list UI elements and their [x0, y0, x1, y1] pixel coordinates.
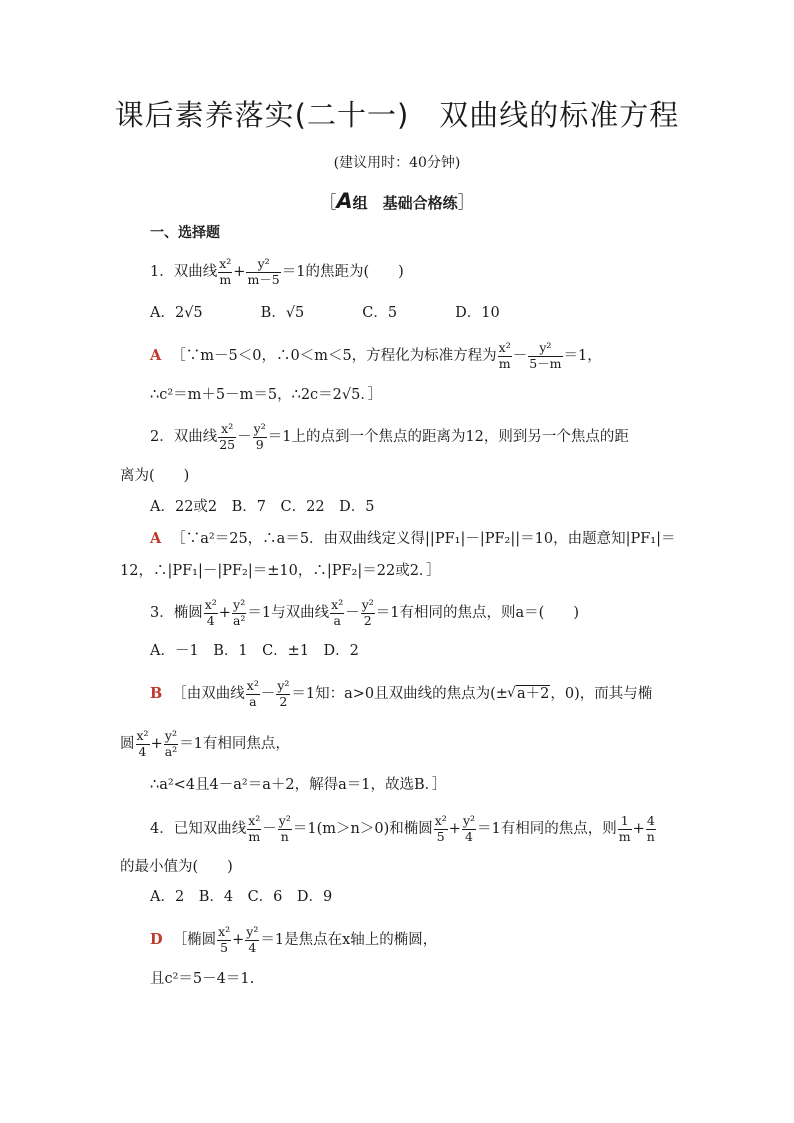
square-root: √ a＋2 [508, 683, 550, 705]
fraction: $\frac{\text{y²}}{5-m}$ [529, 340, 562, 371]
fraction: $\frac{\text{x²}}{5}$ [434, 813, 447, 844]
question-3-solution-cont: 圆 $\frac{\text{x²}}{4}$ + $\frac{\text{y²}}{\text{a²}}$ ＝1有相同焦点， [120, 728, 290, 759]
fraction: $\frac{\text{y²}}{m-5}$ [247, 256, 280, 287]
answer-letter: A [150, 530, 162, 547]
group-open-bracket: ［ [319, 193, 337, 213]
fraction: $\frac{\text{y²}}{9}$ [253, 421, 266, 452]
group-letter: A [336, 189, 353, 213]
section-heading: 一、选择题 [150, 225, 220, 241]
group-heading [0, 188, 794, 213]
fraction: $\frac{\text{x²}}{m}$ [498, 340, 511, 371]
question-1-solution-cont: ∴c²＝m＋5－m＝5，∴2c＝2√5．］ [150, 387, 383, 403]
fraction: $\frac{\text{x²}}{m}$ [219, 256, 232, 287]
fraction: $\frac{\text{x²}}{4}$ [204, 597, 217, 628]
fraction: $\frac{\text{y²}}{\text{a²}}$ [164, 728, 178, 759]
group-name: 组 基础合格练 [352, 194, 458, 212]
question-3-solution-end: ∴a²<4且4－a²＝a＋2，解得a＝1，故选B．］ [150, 777, 447, 793]
suggested-time: (建议用时：40分钟) [333, 155, 461, 171]
fraction: $\frac{\text{y²}}{2}$ [277, 678, 290, 709]
answer-letter: A [150, 347, 162, 364]
fraction: $\frac{\text{x²}}{a}$ [246, 678, 259, 709]
fraction: $\frac{\text{y²}}{4}$ [462, 813, 476, 844]
question-3-solution: B ［由双曲线 $\frac{\text{x²}}{a}$ － $\frac{\text{y²}}{2}$ ＝1知：a>0且双曲线的焦点为(±√ a＋2，0)，而其与椭 [150, 680, 652, 708]
question-2-solution-cont: 12，∴|PF₁|－|PF₂|＝±10，∴|PF₂|＝22或2．］ [120, 563, 441, 579]
question-2-stem: 2．双曲线 $\frac{\text{x²}}{25}$ － $\frac{\text{y²}}{9}$ ＝1上的点到一个焦点的距离为12，则到另一个焦点的距 [150, 421, 629, 452]
answer-letter: D [150, 931, 163, 948]
fraction: $\frac{\text{y²}}{2}$ [361, 597, 374, 628]
fraction: $\frac{\text{x²}}{4}$ [136, 728, 149, 759]
fraction: $\frac{\text{x²}}{a}$ [331, 597, 344, 628]
group-close-bracket: ］ [457, 193, 475, 213]
fraction: $\frac{\text{y²}}{n}$ [278, 813, 291, 844]
fraction: $\frac{\text{x²}}{m}$ [248, 813, 261, 844]
question-2-options: A．22或2 B．7 C．22 D．5 [150, 499, 375, 515]
fraction: $\frac{\text{y²}}{\text{a²}}$ [232, 597, 246, 628]
question-2-stem-cont: 离为( ) [120, 468, 190, 484]
question-3-stem: 3．椭圆 $\frac{\text{x²}}{4}$ + $\frac{\text{y²}}{\text{a²}}$ ＝1与双曲线 $\frac{\text{x²}}{a}$ － $\frac{\text{y²}}{2}$ ＝1有相同的焦点，则a＝( ) [150, 597, 579, 628]
fraction: $\frac{\text{x²}}{25}$ [219, 421, 236, 452]
answer-letter: B [150, 685, 163, 702]
fraction: $\frac{4}{n}$ [646, 813, 655, 844]
question-1-options: A．2√5 B．√5 C．5 D．10 [150, 305, 500, 321]
question-2-solution: A ［∵a²＝25，∴a＝5．由双曲线定义得||PF₁|－|PF₂||＝10，由题意知|PF₁|＝ [150, 530, 676, 547]
question-1-solution: A ［∵m－5＜0，∴0＜m＜5，方程化为标准方程为 $\frac{\text{x²}}{m}$ － $\frac{\text{y²}}{5-m}$ ＝1， [150, 340, 602, 371]
question-1-stem: 1．双曲线 $\frac{\text{x²}}{m}$ + $\frac{\text{y²}}{m-5}$ ＝1的焦距为( ) [150, 256, 404, 287]
question-4-solution-cont: 且c²＝5－4＝1. [150, 971, 255, 987]
fraction: $\frac{\text{y²}}{4}$ [246, 924, 259, 955]
fraction: $\frac{\text{x²}}{5}$ [218, 924, 231, 955]
fraction: $\frac{1}{m}$ [618, 813, 631, 844]
question-4-options: A．2 B．4 C．6 D．9 [150, 889, 333, 905]
page-title: 课后素养落实(二十一) 双曲线的标准方程 [114, 98, 680, 132]
question-4-solution: D ［椭圆 $\frac{\text{x²}}{5}$ + $\frac{\text{y²}}{4}$ ＝1是焦点在x轴上的椭圆， [150, 924, 438, 955]
question-4-stem: 4．已知双曲线 $\frac{\text{x²}}{m}$ － $\frac{\text{y²}}{n}$ ＝1(m＞n＞0)和椭圆 $\frac{\text{x²}}{5}$ + $\frac{\text{y²}}{4}$ ＝1有相同的焦点，则 $\frac{1}{m}$ + $\frac{4}{n}$ [150, 813, 655, 844]
question-4-stem-cont: 的最小值为( ) [120, 859, 233, 875]
question-3-options: A．－1 B．1 C．±1 D．2 [150, 643, 359, 659]
